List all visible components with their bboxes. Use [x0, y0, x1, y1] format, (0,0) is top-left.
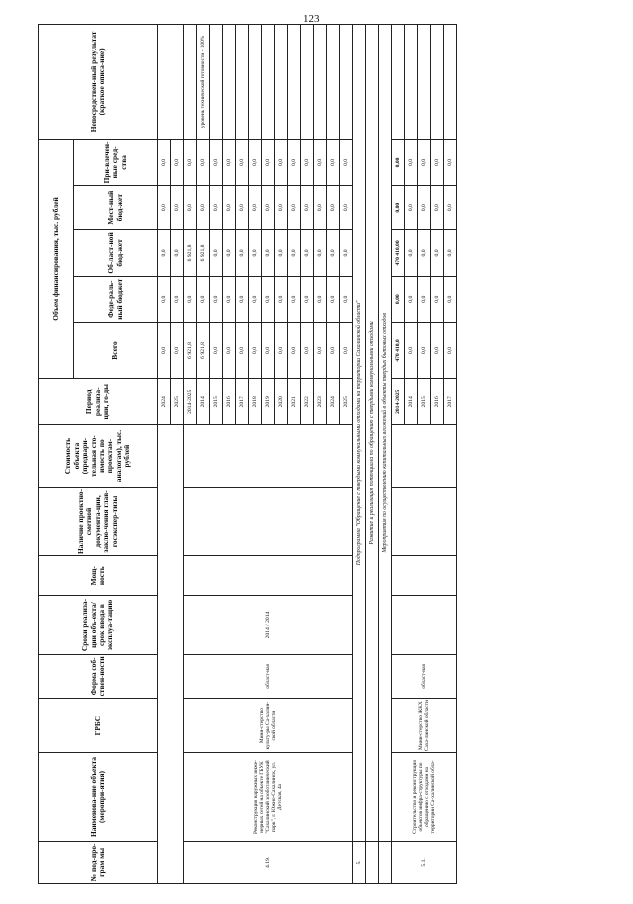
cell-period: 2017 [444, 379, 457, 425]
cell-local: 0,0 [431, 186, 444, 230]
cell-attracted: 0,0 [275, 139, 288, 185]
cell-regional: 0,0 [327, 230, 340, 276]
capacity-value [184, 556, 353, 596]
section-number [366, 841, 379, 883]
cell-local: 0,00 [392, 186, 405, 230]
cell-local: 0,0 [418, 186, 431, 230]
cell-federal: 0,0 [158, 276, 171, 322]
table-body [158, 25, 457, 884]
cell-local: 0,0 [197, 186, 210, 230]
cell-attracted: 0,0 [197, 139, 210, 185]
cell-local: 0,0 [223, 186, 236, 230]
cell-regional: 0,0 [288, 230, 301, 276]
result-cell [301, 25, 314, 140]
result-cell [210, 25, 223, 140]
cell-attracted: 0,0 [210, 139, 223, 185]
result-cell [262, 25, 275, 140]
cell-period: 2014 [197, 379, 210, 425]
cell-total: 0,0 [223, 322, 236, 378]
cell-local: 0,0 [184, 186, 197, 230]
header-total: Всего [74, 322, 158, 378]
cell-period: 2014 [405, 379, 418, 425]
object-name: Реконструкция наружных инже-нерных сетей на объекте ГБУК "Сахалинский зооботанический парк", г. Южно-Сахалинск, ул. Детская, 4а [184, 753, 353, 842]
cell-regional: 0,0 [314, 230, 327, 276]
grbs-value: Мини-стерство культу-ры Са-халин-ской области [184, 698, 353, 752]
header-result: Непосредствен-ный результат (краткое описа-ние) [39, 25, 158, 140]
table-row [392, 25, 405, 884]
cell-federal: 0,0 [210, 276, 223, 322]
section-number [379, 841, 392, 883]
header-federal: Феде-раль-ный бюджет [74, 276, 158, 322]
page-number: 123 [303, 13, 320, 25]
cell-attracted: 0,0 [158, 139, 171, 185]
cell-period: 2025 [340, 379, 353, 425]
cell-period: 2024 [327, 379, 340, 425]
cell-total: 0,0 [210, 322, 223, 378]
cell-total: 0,0 [314, 322, 327, 378]
cell-period: 2023 [314, 379, 327, 425]
result-cell [314, 25, 327, 140]
terms-value: 2014 / 2014 [184, 596, 353, 654]
cell-federal: 0,0 [444, 276, 457, 322]
cell-attracted: 0,0 [314, 139, 327, 185]
cost-value [392, 425, 457, 487]
cell-attracted: 0,0 [236, 139, 249, 185]
cell-total: 6 921,8 [197, 322, 210, 378]
header-funding-group: Объем финансирования, тыс. рублей [39, 139, 74, 378]
cell-federal: 0,00 [392, 276, 405, 322]
cell-federal: 0,0 [236, 276, 249, 322]
cell-regional: 0,0 [223, 230, 236, 276]
design-value [392, 487, 457, 555]
cell-regional: 0,0 [210, 230, 223, 276]
cell-attracted: 0,0 [288, 139, 301, 185]
header-attracted: При-влечен-ные сред-ства [74, 139, 158, 185]
cell-local: 0,0 [301, 186, 314, 230]
result-cell [405, 25, 418, 140]
cell-period: 2018 [249, 379, 262, 425]
cell-attracted: 0,0 [327, 139, 340, 185]
cell-total: 0,0 [158, 322, 171, 378]
header-no: № под-про-грам мы [39, 841, 158, 883]
header-name: Наименова-ние объекта (меропри-ятия) [39, 753, 158, 842]
cell-federal: 0,0 [327, 276, 340, 322]
result-cell [223, 25, 236, 140]
cell-federal: 0,0 [431, 276, 444, 322]
result-cell [418, 25, 431, 140]
section-title: Развитие и реализация потенциала по обращению с твердыми коммунальными отходами [366, 25, 379, 842]
cell-period: 2017 [236, 379, 249, 425]
cell-attracted: 0,0 [405, 139, 418, 185]
header-row-1 [39, 25, 74, 884]
measures-row [379, 25, 392, 884]
cell-local: 0,0 [327, 186, 340, 230]
header-regional: Об-ласт-ной бюд-жет [74, 230, 158, 276]
design-value [184, 487, 353, 555]
cell-local: 0,0 [158, 186, 171, 230]
cell-total: 0,0 [405, 322, 418, 378]
cell-attracted: 0,0 [223, 139, 236, 185]
cell-regional: 0,0 [171, 230, 184, 276]
cell-total: 0,0 [444, 322, 457, 378]
financing-table [38, 24, 457, 884]
cell-attracted: 0,0 [249, 139, 262, 185]
cell-local: 0,0 [262, 186, 275, 230]
cell-period: 2022 [301, 379, 314, 425]
cell-total: 0,0 [431, 322, 444, 378]
cell-regional: 470 410,00 [392, 230, 405, 276]
header-design: Наличие проектно-сметной документа-ции, заклю-чения глав-госэкспер-тизы [39, 487, 158, 555]
cell-local: 0,0 [210, 186, 223, 230]
cell-regional: 6 921,8 [184, 230, 197, 276]
cell-local: 0,0 [288, 186, 301, 230]
cell-local: 0,0 [236, 186, 249, 230]
ownership-value: област-ная [392, 654, 457, 698]
cell-period: 2014-2025 [184, 379, 197, 425]
cell-local: 0,0 [340, 186, 353, 230]
cell-attracted: 0,0 [301, 139, 314, 185]
cell-period: 2015 [210, 379, 223, 425]
grbs-value: Мини-стерство ЖКХ Саха-линской области [392, 698, 457, 752]
cell-total: 0,0 [249, 322, 262, 378]
cell-period: 2014-2025 [392, 379, 405, 425]
cell-local: 0,0 [275, 186, 288, 230]
cell-regional: 0,0 [262, 230, 275, 276]
result-value: уровень технической готовности - 100% [197, 25, 210, 140]
cell-federal: 0,0 [340, 276, 353, 322]
cell-local: 0,0 [249, 186, 262, 230]
cell-attracted: 0,0 [444, 139, 457, 185]
header-cost: Стоимость объекта (предвари-тельная сто-имость по проектам-аналогам), тыс. рублей [39, 425, 158, 487]
cell-total: 0,0 [275, 322, 288, 378]
cell-regional: 0,0 [158, 230, 171, 276]
cell-period: 2015 [418, 379, 431, 425]
object-name: Строительство и реконструкция объектов инфра-структуры по обращению с отходами на территории Са-халинской обла- [392, 753, 457, 842]
cell-attracted: 0,0 [418, 139, 431, 185]
cell-regional: 0,0 [249, 230, 262, 276]
header-local: Мест-ный бюд-жет [74, 186, 158, 230]
cell-regional: 0,0 [275, 230, 288, 276]
prev-result-cell [158, 25, 184, 140]
section-title: Мероприятия по осуществлению капитальных вложений в объекты твердых бытовых отходов [379, 25, 392, 842]
cell-total: 0,0 [418, 322, 431, 378]
header-ownership: Форма соб-ствен-ности [39, 654, 158, 698]
result-cell [340, 25, 353, 140]
cell-federal: 0,0 [223, 276, 236, 322]
cell-local: 0,0 [314, 186, 327, 230]
result-cell [327, 25, 340, 140]
cell-local: 0,0 [444, 186, 457, 230]
cell-attracted: 0,0 [184, 139, 197, 185]
cell-attracted: 0,00 [392, 139, 405, 185]
table-row [158, 25, 171, 884]
section-number: 5. [353, 841, 366, 883]
cell-regional: 6 921,8 [197, 230, 210, 276]
cell-total: 0,0 [340, 322, 353, 378]
development-row [366, 25, 379, 884]
cell-period: 2016 [223, 379, 236, 425]
cell-federal: 0,0 [262, 276, 275, 322]
section-title: Подпрограмма "Обращение с твердыми коммунальными отходами на территории Сахалинской области" [353, 25, 366, 842]
header-period: Период реализа-ции, го-ды [39, 379, 158, 425]
result-cell [431, 25, 444, 140]
cell-attracted: 0,0 [262, 139, 275, 185]
cell-total: 0,0 [171, 322, 184, 378]
cell-total: 0,0 [262, 322, 275, 378]
ownership-value: област-ная [184, 654, 353, 698]
result-cell [444, 25, 457, 140]
cell-regional: 0,0 [340, 230, 353, 276]
cell-federal: 0,0 [405, 276, 418, 322]
header-grbs: ГРБС [39, 698, 158, 752]
result-cell [288, 25, 301, 140]
header-capacity: Мощ-ность [39, 556, 158, 596]
cell-federal: 0,0 [249, 276, 262, 322]
cell-period: 2020 [275, 379, 288, 425]
cell-federal: 0,0 [171, 276, 184, 322]
subprogram-row [353, 25, 366, 884]
cell-regional: 0,0 [444, 230, 457, 276]
cell-regional: 0,0 [418, 230, 431, 276]
result-cell [392, 25, 405, 140]
result-cell [236, 25, 249, 140]
cell-attracted: 0,0 [171, 139, 184, 185]
cell-regional: 0,0 [236, 230, 249, 276]
cell-local: 0,0 [405, 186, 418, 230]
cell-federal: 0,0 [301, 276, 314, 322]
result-cell [184, 25, 197, 140]
result-cell [275, 25, 288, 140]
cell-regional: 0,0 [301, 230, 314, 276]
cell-total: 0,0 [288, 322, 301, 378]
capacity-value [392, 556, 457, 596]
cell-federal: 0,0 [418, 276, 431, 322]
cell-regional: 0,0 [405, 230, 418, 276]
cell-regional: 0,0 [431, 230, 444, 276]
cell-total: 0,0 [236, 322, 249, 378]
cell-period: 2016 [431, 379, 444, 425]
cell-federal: 0,0 [184, 276, 197, 322]
table-row [184, 25, 197, 884]
prev-blank-block [158, 425, 184, 884]
cost-value [184, 425, 353, 487]
cell-total: 470 410,0 [392, 322, 405, 378]
cell-period: 2025 [171, 379, 184, 425]
cell-period: 2019 [262, 379, 275, 425]
cell-federal: 0,0 [275, 276, 288, 322]
cell-period: 2024 [158, 379, 171, 425]
rotated-table-container [38, 24, 598, 884]
row-number: 4.19. [184, 841, 353, 883]
cell-total: 0,0 [301, 322, 314, 378]
terms-value [392, 596, 457, 654]
cell-total: 6 921,8 [184, 322, 197, 378]
cell-period: 2021 [288, 379, 301, 425]
cell-federal: 0,0 [288, 276, 301, 322]
cell-attracted: 0,0 [431, 139, 444, 185]
cell-attracted: 0,0 [340, 139, 353, 185]
result-cell [249, 25, 262, 140]
cell-federal: 0,0 [197, 276, 210, 322]
cell-federal: 0,0 [314, 276, 327, 322]
cell-local: 0,0 [171, 186, 184, 230]
cell-total: 0,0 [327, 322, 340, 378]
row-number: 5.1. [392, 841, 457, 883]
header-terms: Сроки реализа-ции объ-екта/срок ввода в эксплуа-тацию [39, 596, 158, 654]
